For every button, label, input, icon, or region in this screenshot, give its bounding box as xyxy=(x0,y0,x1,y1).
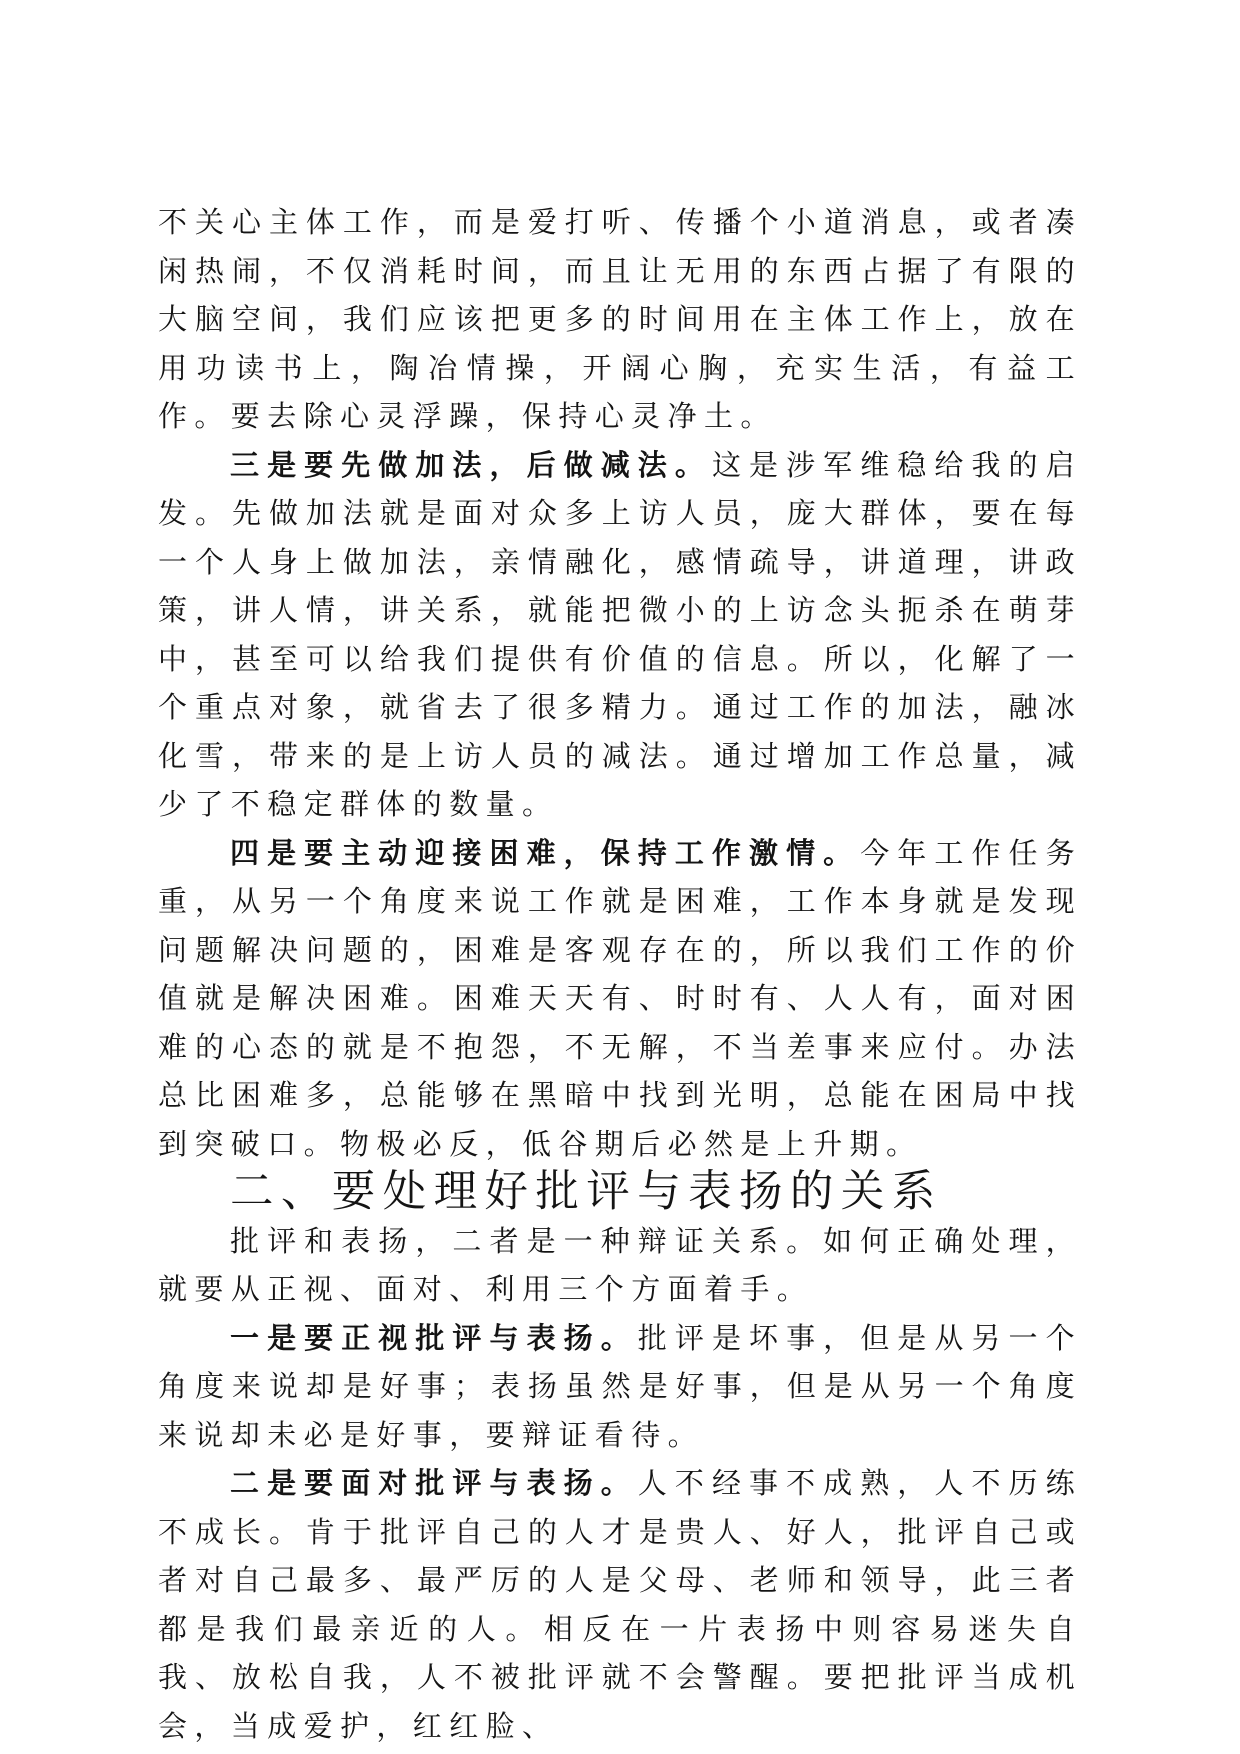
point-lead-heading: 二是要面对批评与表扬。 xyxy=(230,1466,638,1500)
paragraph-text: 人不经事不成熟，人不历练不成长。肯于批评自己的人才是贵人、好人，批评自己或者对自己最多、最严厉的人是父母、老师和领导，此三者都是我们最亲近的人。相反在一片表扬中则容易迷失自我、放松自我，人不被批评就不会警醒。要把批评当成机会，当成爱护，红红脸、 xyxy=(158,1466,1082,1743)
paragraph-text: 批评是坏事，但是从另一个角度来说却是好事；表扬虽然是好事，但是从另一个角度来说却未必是好事，要辩证看待。 xyxy=(158,1320,1082,1452)
paragraph-continuation xyxy=(158,198,1082,441)
point-lead-heading: 四是要主动迎接困难，保持工作激情。 xyxy=(230,835,861,870)
paragraph-point-three xyxy=(158,441,1082,829)
document-body xyxy=(158,198,1082,1750)
section-heading: 二、要处理好批评与表扬的关系 xyxy=(230,1167,943,1217)
paragraph-text: 不关心主体工作，而是爱打听、传播个小道消息，或者凑闲热闹，不仅消耗时间，而且让无用的东西占据了有限的大脑空间，我们应该把更多的时间用在主体工作上，放在用功读书上，陶冶情操，开阔心胸，充实生活，有益工作。要去除心灵浮躁，保持心灵净土。 xyxy=(158,205,1082,433)
point-lead-heading: 三是要先做加法，后做减法。 xyxy=(230,447,712,482)
paragraph-point-four xyxy=(158,829,1082,1169)
paragraph-text: 批评和表扬，二者是一种辩证关系。如何正确处理，就要从正视、面对、利用三个方面着手。 xyxy=(158,1223,1082,1306)
paragraph-text: 这是涉军维稳给我的启发。先做加法就是面对众多上访人员，庞大群体，要在每一个人身上做加法，亲情融化，感情疏导，讲道理，讲政策，讲人情，讲关系，就能把微小的上访念头扼杀在萌芽中，甚至可以给我们提供有价值的信息。所以，化解了一个重点对象，就省去了很多精力。通过工作的加法，融冰化雪，带来的是上访人员的减法。通过增加工作总量，减少了不稳定群体的数量。 xyxy=(158,447,1082,821)
point-lead-heading: 一是要正视批评与表扬。 xyxy=(230,1320,638,1355)
paragraph-point-two xyxy=(158,1459,1082,1750)
paragraph-intro xyxy=(158,1217,1082,1314)
paragraph-text: 今年工作任务重，从另一个角度来说工作就是困难，工作本身就是发现问题解决问题的，困难是客观存在的，所以我们工作的价值就是解决困难。困难天天有、时时有、人人有，面对困难的心态的就是不抱怨，不无解，不当差事来应付。办法总比困难多，总能够在黑暗中找到光明，总能在困局中找到突破口。物极必反，低谷期后必然是上升期。 xyxy=(158,835,1082,1161)
paragraph-point-one xyxy=(158,1314,1082,1460)
